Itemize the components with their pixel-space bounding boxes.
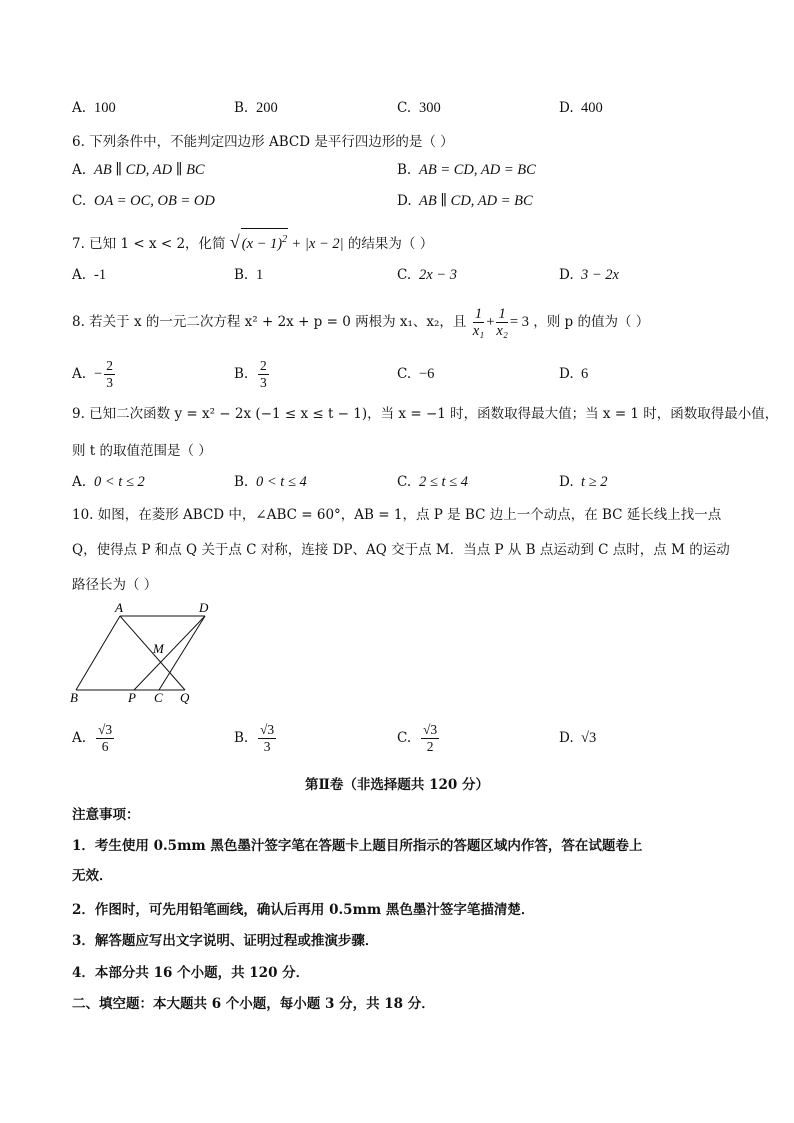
q6-option-c[interactable]: C. OA = OC, OB = OD (72, 193, 215, 209)
label-m: M (153, 641, 164, 656)
label-d: D (199, 600, 209, 615)
q9-option-d[interactable]: D. t ≥ 2 (559, 474, 608, 490)
section-fill-blank-heading: 二、填空题：本大题共 6 个小题，每小题 3 分，共 18 分． (72, 996, 435, 1012)
q6-options-row2 (72, 191, 732, 213)
q8-option-c[interactable]: C. −6 (397, 366, 435, 382)
q10-stem-line1: 10. 如图，在菱形 ABCD 中，∠ABC = 60°，AB = 1，点 P 是 BC 边上一个动点，在 BC 延长线上找一点 (72, 507, 722, 523)
label-c: C (154, 690, 163, 705)
q5-option-d[interactable]: D. 400 (559, 100, 603, 116)
note-2: 2．作图时，可先用铅笔画线，确认后再用 0.5mm 黑色墨汁签字笔描清楚． (72, 902, 535, 918)
radical-sign: √ (229, 231, 240, 252)
q8-fraction-1: $\frac{1}{\text{x₁}}$ (472, 306, 485, 339)
q8-option-b[interactable]: B. $\frac{2}{3}$ (234, 358, 267, 390)
q10-stem-line3: 路径长为（ ） (72, 577, 158, 593)
q7-option-b[interactable]: B. 1 (234, 267, 264, 283)
label-b: B (70, 690, 78, 705)
q9-option-b[interactable]: B. 0 < t ≤ 4 (234, 474, 307, 490)
q5-option-a[interactable]: A. 100 (72, 100, 116, 116)
q8-option-d[interactable]: D. 6 (559, 366, 589, 382)
segment-ab (76, 616, 120, 690)
q6-options-row1 (72, 160, 732, 182)
q5-option-c[interactable]: C. 300 (397, 100, 441, 116)
note-1-cont: 无效． (72, 868, 113, 884)
segment-dp (134, 616, 205, 690)
q10-option-a[interactable]: A. $\frac{√3}{6}$ (72, 722, 113, 754)
q8-options (72, 356, 732, 392)
q10-option-d[interactable]: D. √3 (559, 730, 597, 746)
q7-option-d[interactable]: D. 3 − 2x (559, 267, 619, 283)
note-1: 1．考生使用 0.5mm 黑色墨汁签字笔在答题卡上题目所指示的答题区域内作答，答在试题卷上 (72, 838, 643, 854)
q6-stem: 6. 下列条件中，不能判定四边形 ABCD 是平行四边形的是（ ） (72, 134, 454, 150)
notice-title: 注意事项： (72, 807, 140, 823)
q5-options (72, 98, 732, 120)
q10-option-c[interactable]: C. $\frac{√3}{2}$ (397, 722, 438, 754)
q9-stem-line1: 9. 已知二次函数 y = x² − 2x (−1 ≤ x ≤ t − 1)，当 x = −1 时，函数取得最大值；当 x = 1 时，函数取得最小值， (72, 406, 779, 422)
q6-option-a[interactable]: A. AB ∥ CD, AD ∥ BC (72, 162, 205, 178)
q7-abs: |x − 2| (304, 235, 344, 252)
part2-title: 第Ⅱ卷（非选择题共 120 分） (305, 777, 489, 793)
q7-option-c[interactable]: C. 2x − 3 (397, 267, 457, 283)
q9-option-a[interactable]: A. 0 < t ≤ 2 (72, 474, 145, 490)
q8-fraction-2: $\frac{1}{\text{x₂}}$ (496, 306, 508, 339)
label-a: A (115, 600, 123, 615)
segment-dc (159, 616, 205, 690)
q9-option-c[interactable]: C. 2 ≤ t ≤ 4 (397, 474, 468, 490)
q7-radicand: $(x - 1)^2$ (241, 228, 288, 255)
q8-stem: 8. 若关于 x 的一元二次方程 x² + 2x + p = 0 两根为 x₁、x₂，且 $\frac{1}{\text{x₁}}$ + $\frac{1}{\text{x₂}}$ = 3 ，则 p 的值为（ ） (72, 306, 650, 339)
q10-options (72, 718, 732, 758)
q5-option-b[interactable]: B. 200 (234, 100, 278, 116)
rhombus-figure (66, 598, 216, 708)
q6-option-d[interactable]: D. AB ∥ CD, AD = BC (397, 193, 533, 209)
label-q: Q (180, 690, 190, 705)
q7-option-a[interactable]: A. -1 (72, 267, 107, 283)
label-p: P (128, 690, 136, 705)
note-4: 4．本部分共 16 个小题，共 120 分． (72, 965, 310, 981)
q9-stem-line2: 则 t 的取值范围是（ ） (72, 443, 212, 459)
note-3: 3．解答题应写出文字说明、证明过程或推演步骤． (72, 933, 379, 949)
q7-options (72, 265, 732, 287)
q10-stem-line2: Q，使得点 P 和点 Q 关于点 C 对称，连接 DP、AQ 交于点 M．当点 P 从 B 点运动到 C 点时，点 M 的运动 (72, 542, 730, 558)
q8-option-a[interactable]: A. − $\frac{2}{3}$ (72, 358, 113, 390)
q6-option-b[interactable]: B. AB = CD, AD = BC (397, 162, 536, 178)
q9-options (72, 472, 732, 494)
q7-stem: 7. 已知 1 < x < 2，化简 √ $(x - 1)^2 + |x - 2|$ 的结果为（ ） (72, 228, 433, 255)
q10-option-b[interactable]: B. $\frac{√3}{3}$ (234, 722, 275, 754)
